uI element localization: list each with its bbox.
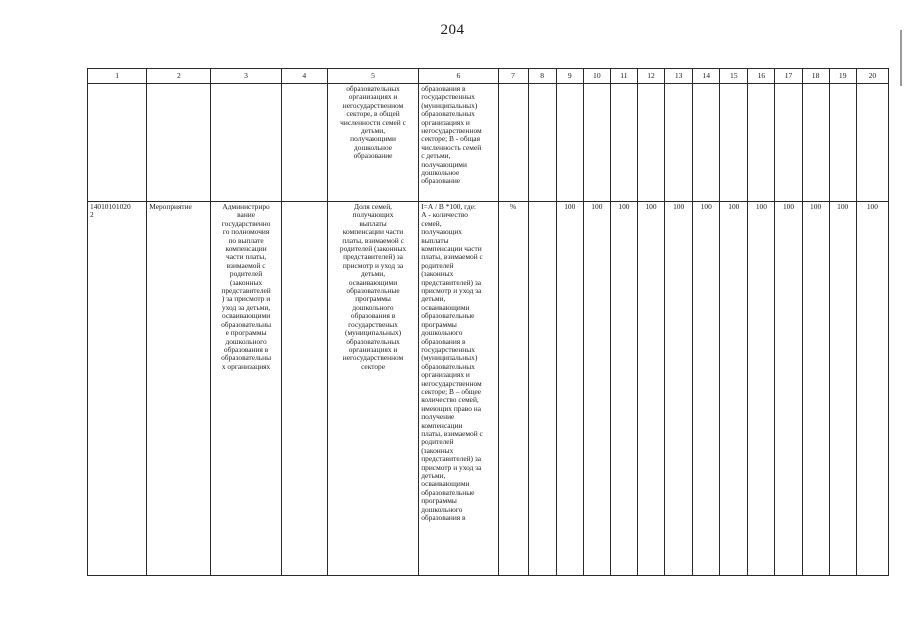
col-header: 1 xyxy=(88,69,147,84)
measure-code: 14010101020 2 xyxy=(88,202,147,576)
indicator-name: Доля семей, получающих выплаты компенсации части платы, взимаемой с родителей (законных представителей) за присмотр и уход за детьми, осваивающими образовательные программы дошкольного образования в государственых (муниципальных) образовательных организациях и негосударственном секторе xyxy=(327,202,418,576)
target-value: 100 xyxy=(775,202,802,576)
table-cell xyxy=(281,84,327,202)
table-cell xyxy=(281,202,327,576)
indicator-name-continued: образовательных организациях и негосударственном секторе, в общей численности семей с детьми, получающими дошкольное образование xyxy=(327,84,418,202)
table-cell xyxy=(556,84,583,202)
target-value: 100 xyxy=(856,202,888,576)
col-header: 16 xyxy=(748,69,775,84)
col-header: 15 xyxy=(720,69,748,84)
target-value: 100 xyxy=(637,202,664,576)
target-value: 100 xyxy=(693,202,720,576)
col-header: 3 xyxy=(211,69,281,84)
col-header: 10 xyxy=(583,69,610,84)
indicator-formula: I=А / В *100, где: А - количество семей, получающих выплаты компенсации части платы, взимаемой с родителей (законных представителей) за присмотр и уход за детьми, осваивающими образовательные программы дошкольного образования в государственных (муниципальных) образовательных организациях и негосударственном секторе; В – общее количество семей, имеющих право на получение компенсации платы, взимаемой с родителей (законных представителей) за присмотр и уход за детьми, осваивающими образовательные программы дошкольного образования в xyxy=(419,202,498,576)
table-cell xyxy=(775,84,802,202)
target-value: 100 xyxy=(610,202,637,576)
scan-edge-mark xyxy=(900,30,902,86)
target-value: 100 xyxy=(829,202,856,576)
table-cell xyxy=(88,84,147,202)
table-cell xyxy=(802,84,829,202)
header-row xyxy=(88,69,889,84)
table-cell xyxy=(147,84,211,202)
target-value: 100 xyxy=(720,202,748,576)
col-header: 9 xyxy=(556,69,583,84)
col-header: 7 xyxy=(498,69,528,84)
target-value: 100 xyxy=(583,202,610,576)
table-cell xyxy=(748,84,775,202)
table-cell xyxy=(693,84,720,202)
target-value: 100 xyxy=(556,202,583,576)
target-value: 100 xyxy=(665,202,693,576)
table-cell xyxy=(856,84,888,202)
table-cell xyxy=(829,84,856,202)
col-header: 4 xyxy=(281,69,327,84)
measure-name: Администриро вание государственно го полномочия по выплате компенсации части платы, взимаемой с родителей (законных представителей ) за присмотр и уход за детьми, осваивающими образовательны е программы дошкольного образования в образовательны х организациях xyxy=(211,202,281,576)
col-header: 14 xyxy=(693,69,720,84)
col-header: 20 xyxy=(856,69,888,84)
col-header: 8 xyxy=(528,69,556,84)
target-value: 100 xyxy=(748,202,775,576)
col-header: 18 xyxy=(802,69,829,84)
indicator-table xyxy=(87,68,889,576)
table-row-measure xyxy=(88,202,889,576)
table-cell xyxy=(637,84,664,202)
table-cell xyxy=(610,84,637,202)
col-header: 11 xyxy=(610,69,637,84)
formula-continued: образования в государственных (муниципальных) образовательных организациях и негосударственном секторе; В - общая численность семей с детьми, получающими дошкольное образование xyxy=(419,84,498,202)
table-cell xyxy=(528,84,556,202)
table-cell xyxy=(528,202,556,576)
col-header: 13 xyxy=(665,69,693,84)
page-number: 204 xyxy=(440,22,465,38)
unit-of-measure: % xyxy=(498,202,528,576)
table-cell xyxy=(665,84,693,202)
table-row-continuation xyxy=(88,84,889,202)
table-cell xyxy=(211,84,281,202)
table-cell xyxy=(720,84,748,202)
col-header: 6 xyxy=(419,69,498,84)
col-header: 12 xyxy=(637,69,664,84)
col-header: 19 xyxy=(829,69,856,84)
col-header: 5 xyxy=(327,69,418,84)
table-cell xyxy=(498,84,528,202)
col-header: 2 xyxy=(147,69,211,84)
target-value: 100 xyxy=(802,202,829,576)
measure-type: Мероприятие xyxy=(147,202,211,576)
col-header: 17 xyxy=(775,69,802,84)
table-cell xyxy=(583,84,610,202)
